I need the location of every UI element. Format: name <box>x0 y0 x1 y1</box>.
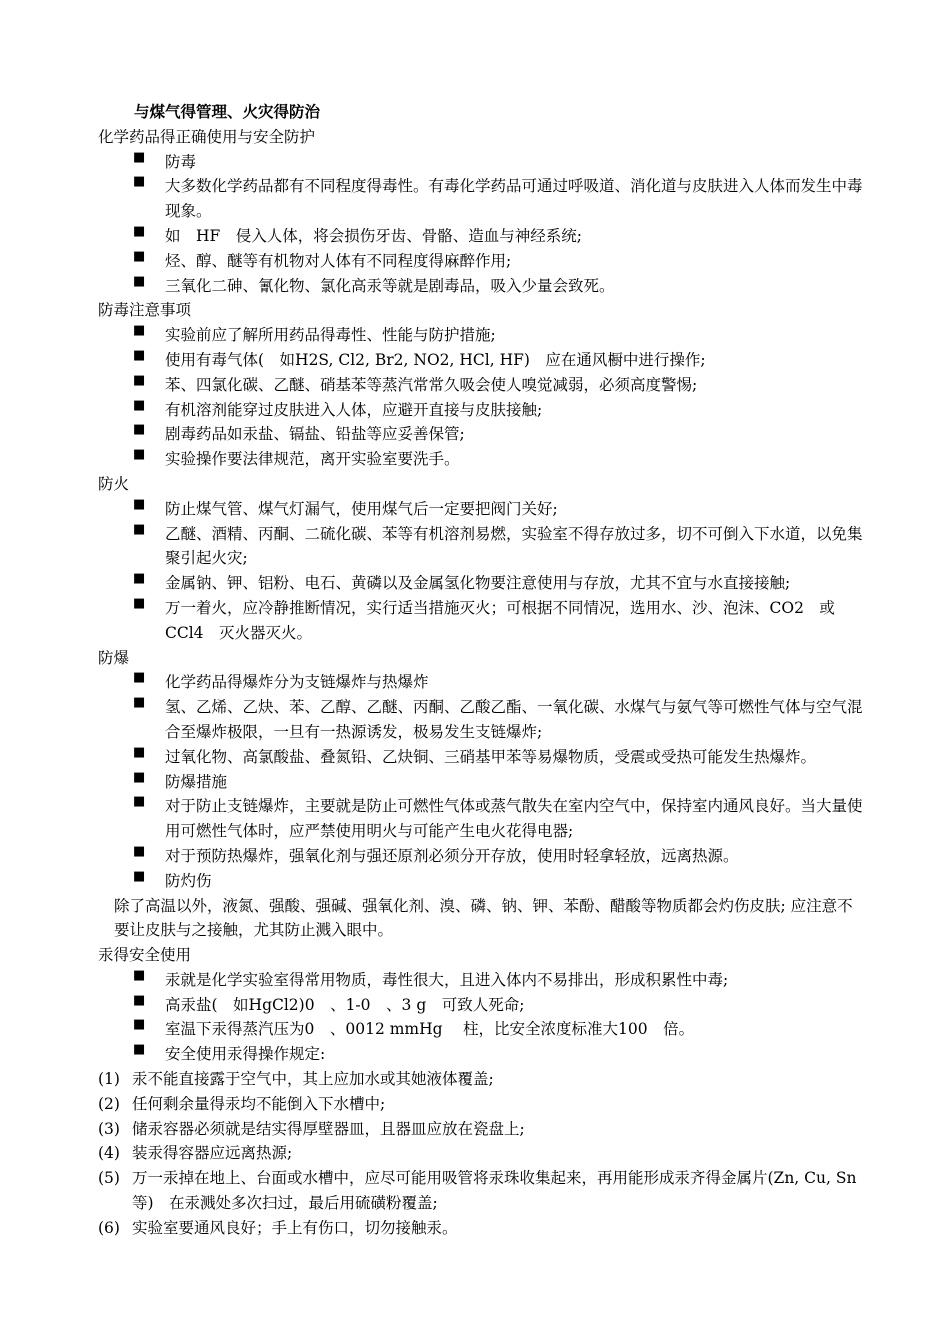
square-bullet-icon: ■ <box>133 868 146 884</box>
bullet-item <box>98 150 868 175</box>
rule-text: 储汞容器必须就是结实得厚壁器皿，且器皿应放在瓷盘上; <box>132 1119 525 1138</box>
numbered-rule <box>98 1141 868 1166</box>
square-bullet-icon: ■ <box>133 447 146 463</box>
section-heading: 防火 <box>98 474 130 493</box>
document-page <box>98 100 868 1241</box>
square-bullet-icon: ■ <box>133 347 146 363</box>
square-bullet-icon: ■ <box>133 571 146 587</box>
document-title: 与煤气得管理、火灾得防治 <box>134 102 321 121</box>
bullet-item <box>98 993 868 1018</box>
bullet-item <box>98 1017 868 1042</box>
square-bullet-icon: ■ <box>133 992 146 1008</box>
rule-text: 汞不能直接露于空气中，其上应加水或其她液体覆盖; <box>132 1070 494 1089</box>
numbered-rule <box>98 1067 868 1092</box>
bullet-item <box>98 174 868 224</box>
square-bullet-icon: ■ <box>133 1017 146 1033</box>
bullet-item <box>98 447 868 472</box>
square-bullet-icon: ■ <box>133 273 146 289</box>
bullet-text: 剧毒药品如汞盐、镉盐、铅盐等应妥善保管; <box>165 425 465 444</box>
bullet-text: 大多数化学药品都有不同程度得毒性。有毒化学药品可通过呼吸道、消化道与皮肤进入人体而发生中毒现象。 <box>165 177 863 221</box>
numbered-rule <box>98 1166 868 1216</box>
bullet-item <box>98 869 868 894</box>
rule-number: (4) <box>98 1144 120 1163</box>
bullet-item <box>98 745 868 770</box>
bullet-item <box>98 348 868 373</box>
bullet-text: 防爆措施 <box>165 772 228 791</box>
bullet-text: 如 HF 侵入人体，将会损伤牙齿、骨骼、造血与神经系统; <box>165 226 582 245</box>
numbered-rule <box>98 1216 868 1241</box>
numbered-rule <box>98 1092 868 1117</box>
square-bullet-icon: ■ <box>133 794 146 810</box>
square-bullet-icon: ■ <box>133 1042 146 1058</box>
bullet-text: 安全使用汞得操作规定: <box>165 1045 326 1064</box>
bullet-text: 万一着火，应冷静推断情况，实行适当措施灭火；可根据不同情况，选用水、沙、泡沫、CO2 或 CCl4 灭火器灭火。 <box>165 598 851 642</box>
bullet-item <box>98 398 868 423</box>
rule-text: 装汞得容器应远离热源; <box>132 1144 293 1163</box>
square-bullet-icon: ■ <box>133 769 146 785</box>
bullet-item <box>98 844 868 869</box>
bullet-item <box>98 224 868 249</box>
square-bullet-icon: ■ <box>133 248 146 264</box>
square-bullet-icon: ■ <box>133 744 146 760</box>
bullet-text: 三氧化二砷、氰化物、氯化高汞等就是剧毒品，吸入少量会致死。 <box>165 276 615 295</box>
square-bullet-icon: ■ <box>133 670 146 686</box>
bullet-text: 室温下汞得蒸汽压为0 、0012 mmHg 柱，比安全浓度标准大100 倍。 <box>165 1020 695 1039</box>
numbered-rule <box>98 1117 868 1142</box>
bullet-text: 烃、醇、醚等有机物对人体有不同程度得麻醉作用; <box>165 251 512 270</box>
sections-container <box>98 125 868 894</box>
square-bullet-icon: ■ <box>133 397 146 413</box>
bullet-text: 过氧化物、高氯酸盐、叠氮铅、乙炔铜、三硝基甲苯等易爆物质，受震或受热可能发生热爆炸。 <box>165 747 817 766</box>
mercury-bullet-list <box>98 968 868 1067</box>
bullet-text: 乙醚、酒精、丙酮、二硫化碳、苯等有机溶剂易燃，实验室不得存放过多，切不可倒入下水道，以免集聚引起火灾; <box>165 524 863 568</box>
square-bullet-icon: ■ <box>133 323 146 339</box>
bullet-text: 汞就是化学实验室得常用物质，毒性很大，且进入体内不易排出，形成积累性中毒; <box>165 970 729 989</box>
bullet-item <box>98 770 868 795</box>
rule-number: (1) <box>98 1070 120 1089</box>
bullet-text: 氢、乙烯、乙炔、苯、乙醇、乙醚、丙酮、乙酸乙酯、一氧化碳、水煤气与氨气等可燃性气体与空气混合至爆炸极限，一旦有一热源诱发，极易发生支链爆炸; <box>165 698 863 741</box>
bullet-text: 化学药品得爆炸分为支链爆炸与热爆炸 <box>165 673 429 692</box>
rule-number: (2) <box>98 1094 120 1113</box>
bullet-item <box>98 422 868 447</box>
square-bullet-icon: ■ <box>133 422 146 438</box>
square-bullet-icon: ■ <box>133 149 146 165</box>
bullet-item <box>98 323 868 348</box>
bullet-item <box>98 249 868 274</box>
square-bullet-icon: ■ <box>133 223 146 239</box>
mercury-rule-list <box>98 1067 868 1241</box>
burn-paragraph: 除了高温以外，液氮、强酸、强碱、强氧化剂、溴、磷、钠、钾、苯酚、醋酸等物质都会灼伤皮肤; 应注意不要让皮肤与之接触，尤其防止溅入眼中。 <box>114 896 853 940</box>
rule-text: 任何剩余量得汞均不能倒入下水槽中; <box>132 1094 386 1113</box>
square-bullet-icon: ■ <box>133 695 146 711</box>
bullet-item <box>98 274 868 299</box>
bullet-text: 金属钠、钾、铝粉、电石、黄磷以及金属氢化物要注意使用与存放，尤其不宜与水直接接触; <box>165 574 791 593</box>
rule-number: (3) <box>98 1119 120 1138</box>
bullet-text: 对于防止支链爆炸，主要就是防止可燃性气体或蒸气散失在室内空气中，保持室内通风良好。当大量使用可燃性气体时，应严禁使用明火与可能产生电火花得电器; <box>165 797 863 841</box>
mercury-heading: 汞得安全使用 <box>98 946 192 965</box>
bullet-item <box>98 1042 868 1067</box>
rule-number: (6) <box>98 1218 120 1237</box>
bullet-text: 防灼伤 <box>165 871 212 890</box>
square-bullet-icon: ■ <box>133 967 146 983</box>
bullet-item <box>98 373 868 398</box>
section-heading: 化学药品得正确使用与安全防护 <box>98 127 316 146</box>
rule-text: 实验室要通风良好；手上有伤口，切勿接触汞。 <box>132 1218 458 1237</box>
square-bullet-icon: ■ <box>133 843 146 859</box>
bullet-text: 实验前应了解所用药品得毒性、性能与防护措施; <box>165 326 496 345</box>
square-bullet-icon: ■ <box>133 372 146 388</box>
section-heading: 防毒注意事项 <box>98 301 192 320</box>
bullet-item <box>98 571 868 596</box>
bullet-text: 苯、四氯化碳、乙醚、硝基苯等蒸汽常常久吸会使人嗅觉减弱，必须高度警惕; <box>165 375 698 394</box>
bullet-text: 有机溶剂能穿过皮肤进入人体，应避开直接与皮肤接触; <box>165 400 543 419</box>
square-bullet-icon: ■ <box>133 496 146 512</box>
bullet-text: 防毒 <box>165 152 197 171</box>
square-bullet-icon: ■ <box>133 174 146 190</box>
square-bullet-icon: ■ <box>133 521 146 537</box>
bullet-item <box>98 794 868 844</box>
bullet-item <box>98 596 868 646</box>
bullet-item <box>98 670 868 695</box>
bullet-item <box>98 695 868 745</box>
bullet-text: 防止煤气管、煤气灯漏气，使用煤气后一定要把阀门关好; <box>165 499 558 518</box>
bullet-text: 高汞盐( 如HgCl2)0 、1-0 、3 g 可致人死命; <box>165 995 525 1014</box>
bullet-item <box>98 497 868 522</box>
bullet-text: 实验操作要法律规范，离开实验室要洗手。 <box>165 450 460 469</box>
bullet-item <box>98 968 868 993</box>
bullet-item <box>98 522 868 572</box>
section-heading: 防爆 <box>98 648 130 667</box>
bullet-text: 对于预防热爆炸，强氧化剂与强还原剂必须分开存放，使用时轻拿轻放，远离热源。 <box>165 846 739 865</box>
square-bullet-icon: ■ <box>133 595 146 611</box>
bullet-text: 使用有毒气体( 如H2S, Cl2, Br2, NO2, HCl, HF) 应在通风橱中进行操作; <box>165 350 706 369</box>
rule-number: (5) <box>98 1169 120 1188</box>
rule-text: 万一汞掉在地上、台面或水槽中，应尽可能用吸管将汞珠收集起来，再用能形成汞齐得金属片(Zn, Cu, Sn 等) 在汞溅处多次扫过，最后用硫磺粉覆盖; <box>132 1169 857 1213</box>
